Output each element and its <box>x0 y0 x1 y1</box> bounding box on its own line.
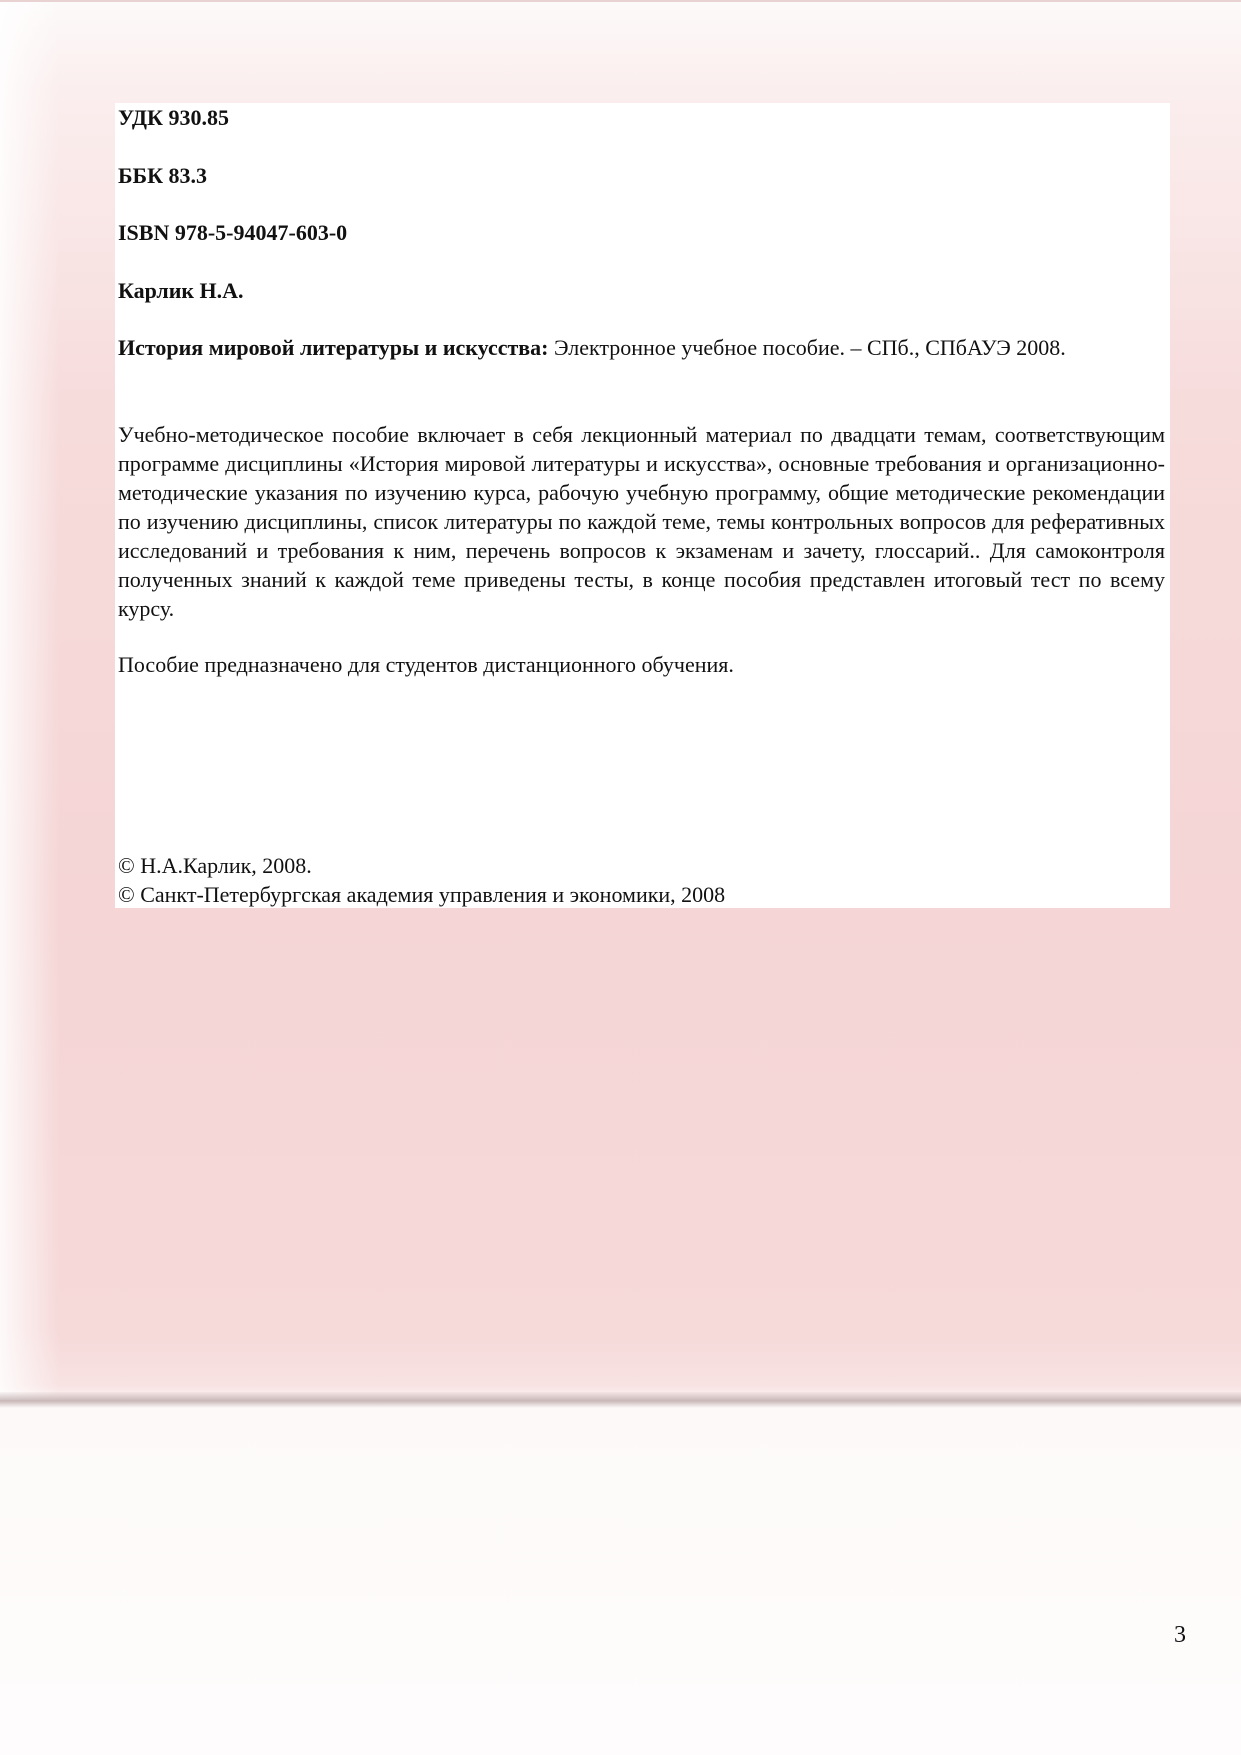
book-title: История мировой литературы и искусства: <box>118 335 549 360</box>
audience-note: Пособие предназначено для студентов дистанционного обучения. <box>118 652 734 677</box>
bbk-code: ББК 83.3 <box>118 163 208 188</box>
page-fold-shadow <box>0 1392 1241 1408</box>
isbn: ISBN 978-5-94047-603-0 <box>118 220 348 245</box>
abstract-paragraph: Учебно-методическое пособие включает в себя лекционный материал по двадцати темам, соответствующим программе дисциплины «История мировой литературы и искусства», основные требования и организационно-методические указания по изучению курса, рабочую учебную программу, общие методические рекомендации по изучению дисциплины, список литературы по каждой теме, темы контрольных вопросов для реферативных исследований и требования к ним, перечень вопросов к экзаменам и зачету, глоссарий.. Для самоконтроля полученных знаний к каждой теме приведены тесты, в конце пособия представлен итоговый тест по всему курсу. <box>118 422 1165 621</box>
author: Карлик Н.А. <box>118 278 244 303</box>
page-top-border <box>0 0 1241 2</box>
publication-details: Электронное учебное пособие. – СПб., СПбАУЭ 2008. <box>548 335 1066 360</box>
copyright-author: © Н.А.Карлик, 2008. <box>118 853 312 878</box>
page-edge-fade <box>0 0 60 1400</box>
bibliographic-title <box>118 333 1165 362</box>
copyright-publisher: © Санкт-Петербургская академия управления и экономики, 2008 <box>118 882 726 907</box>
udk-code: УДК 930.85 <box>118 105 230 130</box>
page-number: 3 <box>1174 1622 1186 1648</box>
